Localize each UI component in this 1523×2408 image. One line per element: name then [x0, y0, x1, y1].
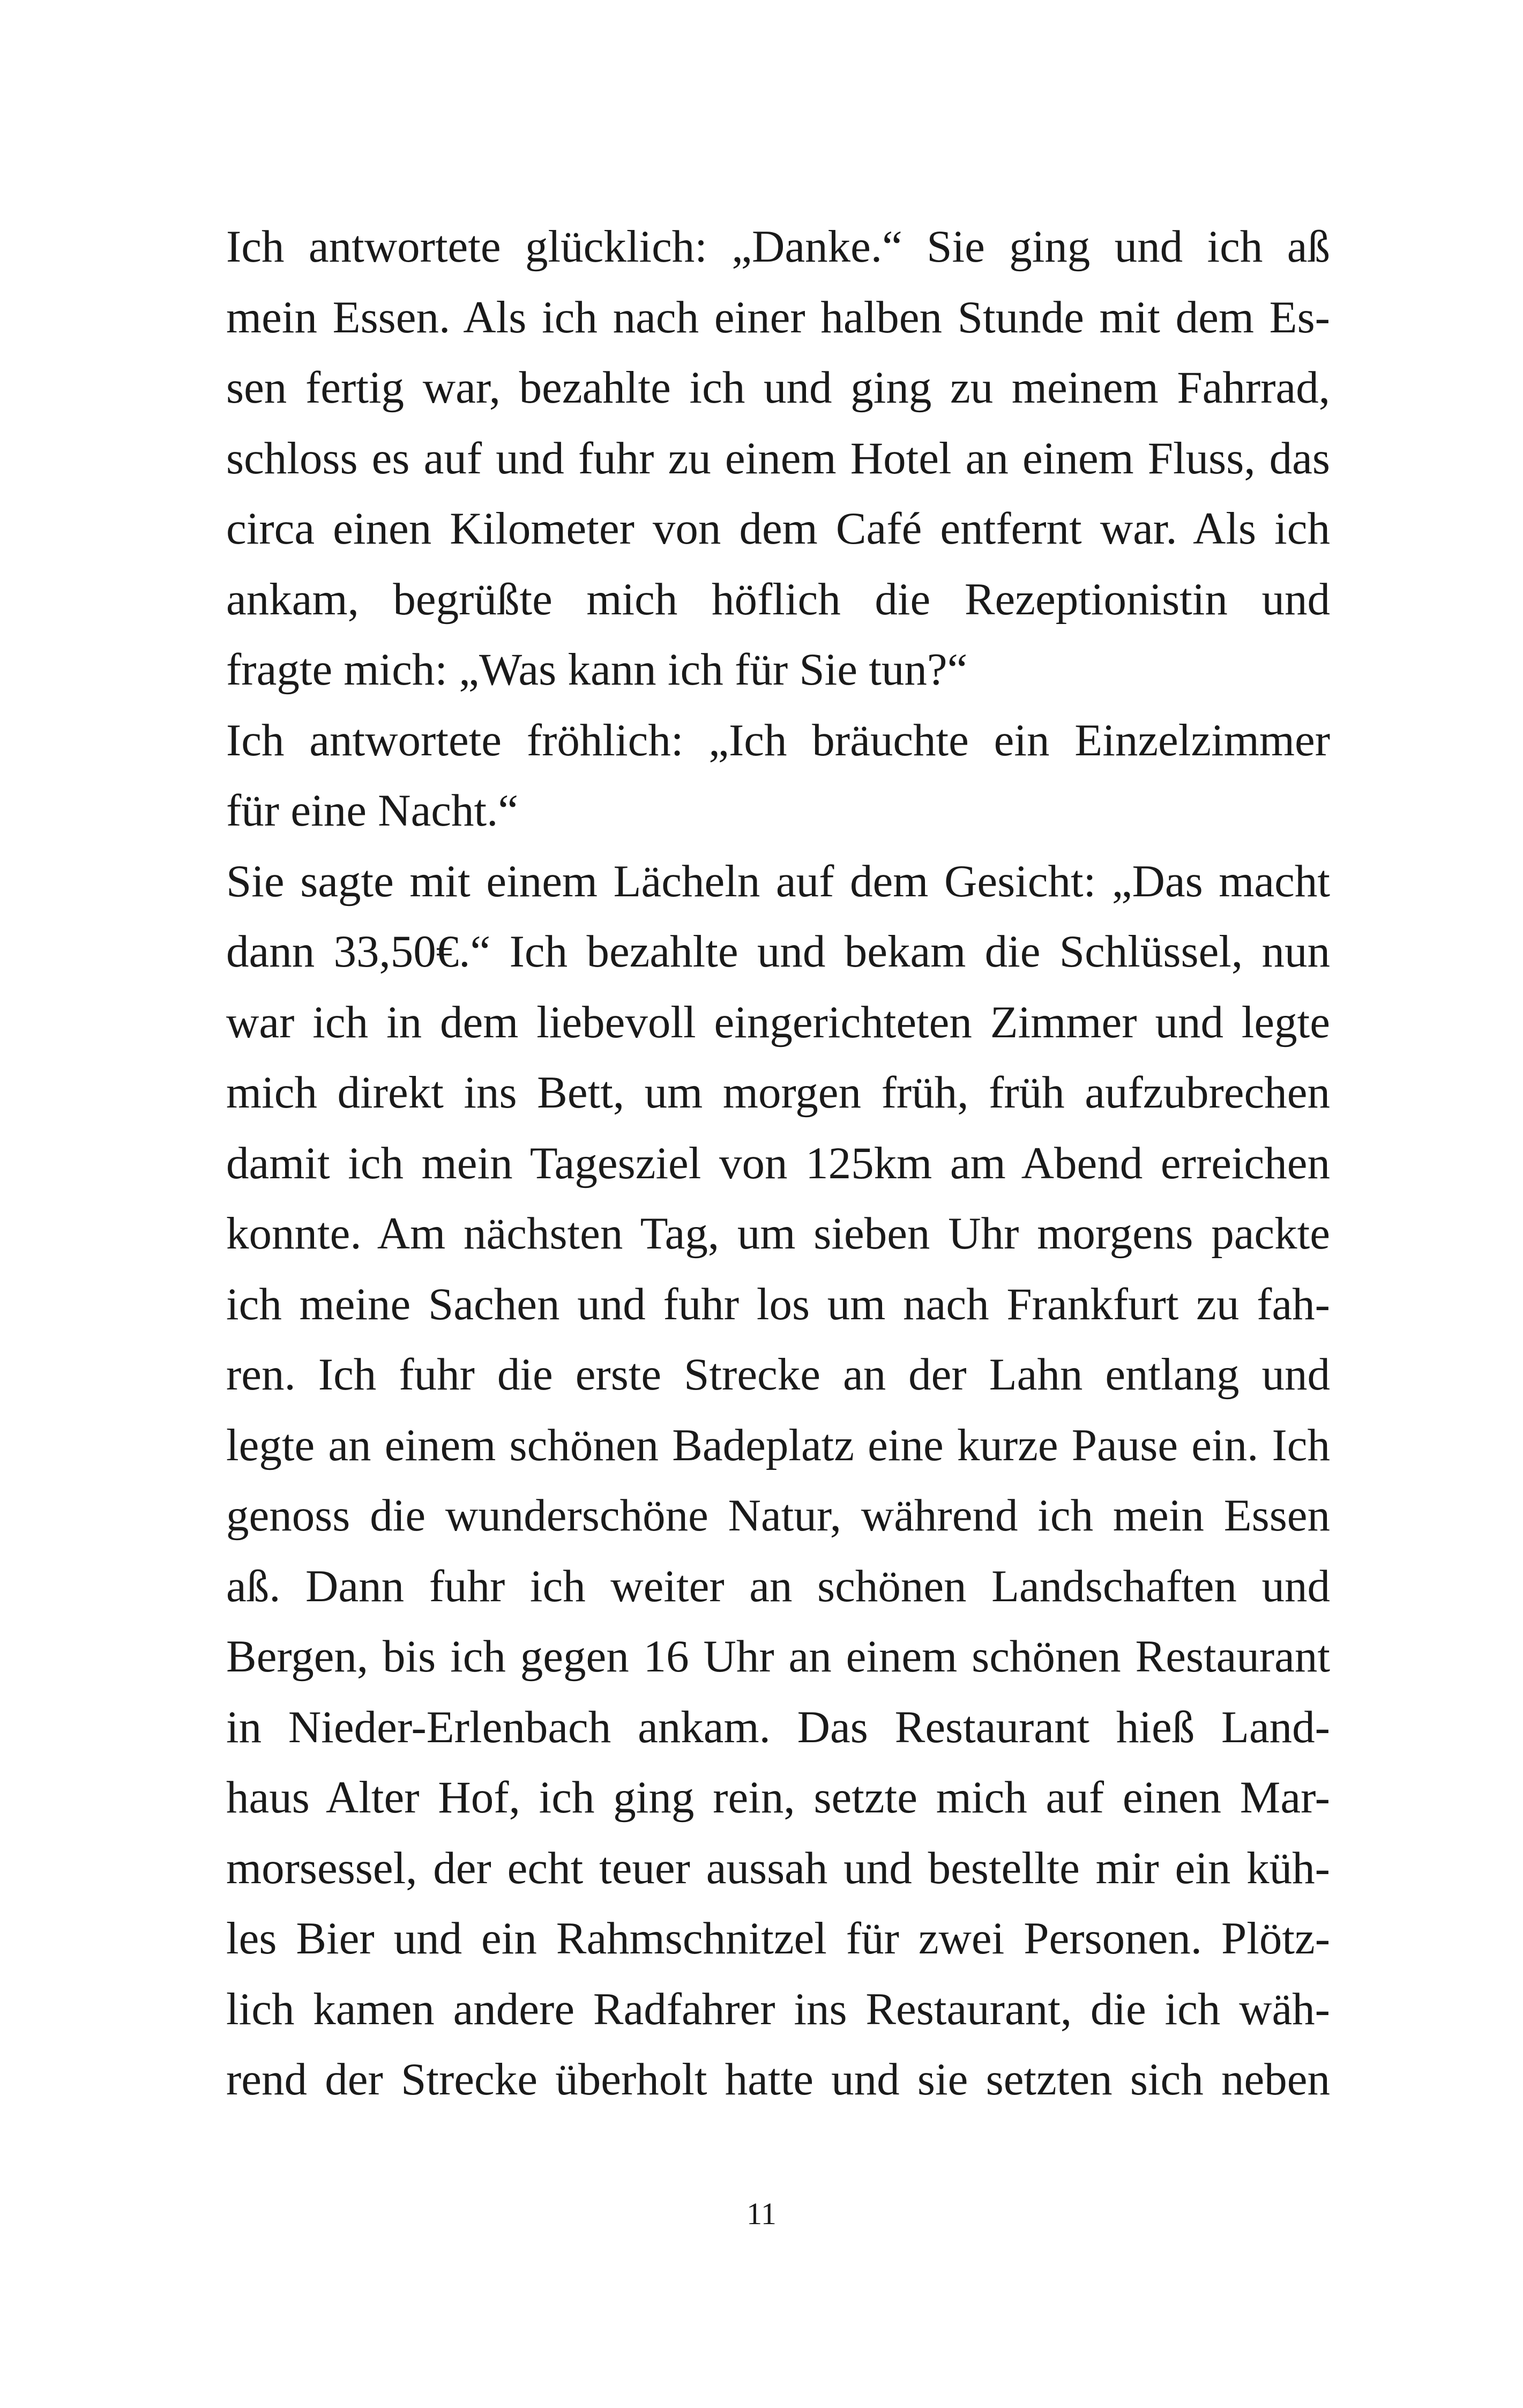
text-line: mich direkt ins Bett, um morgen früh, früh aufzubrechen: [226, 1067, 1330, 1118]
body-text: [226, 212, 1330, 2115]
text-line: fragte mich: „Was kann ich für Sie tun?“: [226, 644, 968, 695]
text-line: legte an einem schönen Badeplatz eine kurze Pause ein. Ich: [226, 1419, 1330, 1470]
text-line: konnte. Am nächsten Tag, um sieben Uhr morgens packte: [226, 1208, 1330, 1259]
text-line: Ich antwortete glücklich: „Danke.“ Sie ging und ich aß: [226, 221, 1330, 272]
text-line: ich meine Sachen und fuhr los um nach Frankfurt zu fah-: [226, 1279, 1330, 1329]
text-line: sen fertig war, bezahlte ich und ging zu meinem Fahrrad,: [226, 362, 1330, 413]
text-line: in Nieder-Erlenbach ankam. Das Restaurant hieß Land-: [226, 1701, 1330, 1752]
text-line: ren. Ich fuhr die erste Strecke an der Lahn entlang und: [226, 1349, 1330, 1400]
text-line: rend der Strecke überholt hatte und sie setzten sich neben: [226, 2054, 1330, 2105]
text-line: les Bier und ein Rahmschnitzel für zwei Personen. Plötz-: [226, 1913, 1330, 1964]
text-line: ankam, begrüßte mich höflich die Rezeptionistin und: [226, 574, 1330, 625]
text-line: morsessel, der echt teuer aussah und bestellte mir ein küh-: [226, 1842, 1330, 1893]
text-line: lich kamen andere Radfahrer ins Restaurant, die ich wäh-: [226, 1983, 1330, 2034]
text-line: mein Essen. Als ich nach einer halben Stunde mit dem Es-: [226, 292, 1330, 343]
text-line: Ich antwortete fröhlich: „Ich bräuchte ein Einzelzimmer: [226, 715, 1330, 765]
text-line: circa einen Kilometer von dem Café entfernt war. Als ich: [226, 503, 1330, 554]
text-line: aß. Dann fuhr ich weiter an schönen Landschaften und: [226, 1560, 1330, 1611]
text-line: Sie sagte mit einem Lächeln auf dem Gesicht: „Das macht: [226, 856, 1330, 906]
text-line: schloss es auf und fuhr zu einem Hotel an einem Fluss, das: [226, 433, 1330, 484]
text-line: genoss die wunderschöne Natur, während ich mein Essen: [226, 1490, 1330, 1541]
text-line: für eine Nacht.“: [226, 785, 519, 836]
text-line: damit ich mein Tagesziel von 125km am Abend erreichen: [226, 1138, 1330, 1188]
text-line: war ich in dem liebevoll eingerichteten Zimmer und legte: [226, 997, 1330, 1047]
page-number: 11: [746, 2196, 777, 2231]
text-line: haus Alter Hof, ich ging rein, setzte mich auf einen Mar-: [226, 1772, 1330, 1823]
text-line: Bergen, bis ich gegen 16 Uhr an einem schönen Restaurant: [226, 1631, 1330, 1682]
text-line: dann 33,50€.“ Ich bezahlte und bekam die Schlüssel, nun: [226, 926, 1330, 977]
